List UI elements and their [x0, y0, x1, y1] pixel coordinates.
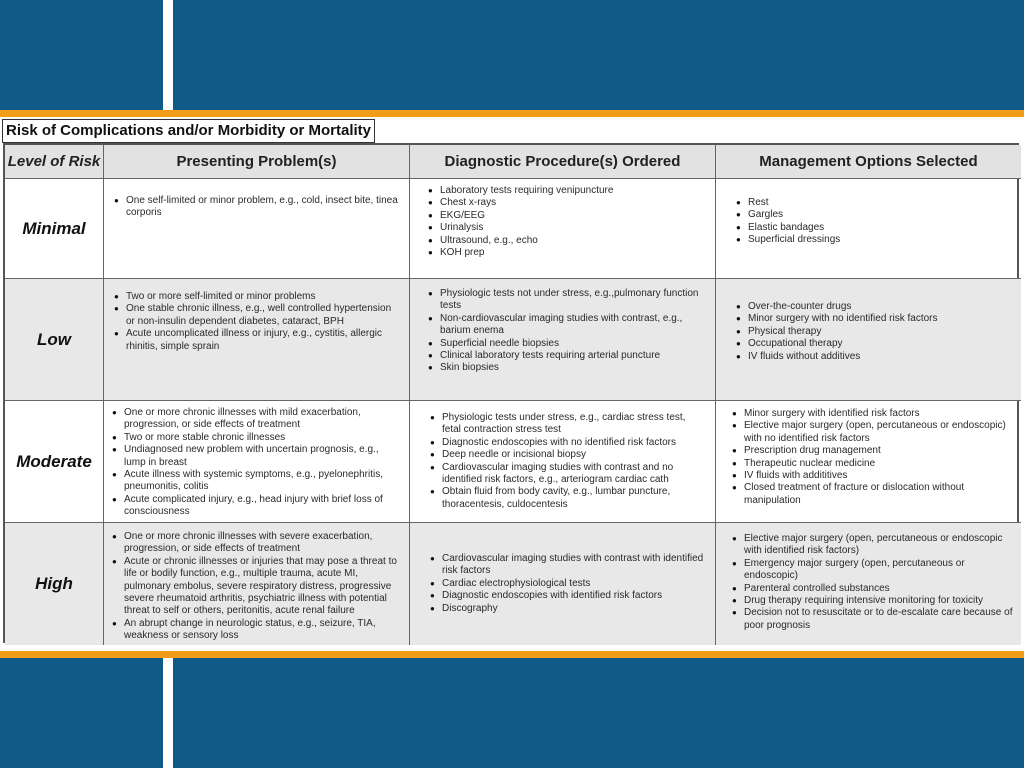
- diagnostic-item: ● Ultrasound, e.g., echo: [426, 235, 707, 247]
- footer-divider: [163, 658, 173, 768]
- diagnostic-low: [410, 279, 716, 401]
- header-management-options: Management Options Selected: [716, 145, 1021, 179]
- presenting-item: ● One self-limited or minor problem, e.g., cold, insect bite, tinea corporis: [112, 195, 401, 220]
- presenting-item: ● One or more chronic illnesses with mild exacerbation, progression, or side effects of treatment: [110, 407, 401, 432]
- management-item: ● Drug therapy requiring intensive monitoring for toxicity: [730, 595, 1013, 607]
- diagnostic-item: ● Deep needle or incisional biopsy: [428, 449, 707, 461]
- management-item: ● Elective major surgery (open, percutaneous or endoscopic with identified risk factors): [730, 533, 1013, 558]
- level-minimal: Minimal: [5, 179, 104, 279]
- management-item: ● Elective major surgery (open, percutaneous or endoscopic) with no identified risk factors: [730, 420, 1013, 445]
- diagnostic-item: ● Diagnostic endoscopies with no identified risk factors: [428, 437, 707, 449]
- diagnostic-item: ● Cardiac electrophysiological tests: [428, 578, 707, 590]
- diagnostic-item: ● Laboratory tests requiring venipuncture: [426, 185, 707, 197]
- diagnostic-item: ● Obtain fluid from body cavity, e.g., lumbar puncture, thoracentesis, culdocentesis: [428, 486, 707, 511]
- diagnostic-item: ● Urinalysis: [426, 222, 707, 234]
- level-high: High: [5, 523, 104, 645]
- diagnostic-item: ● Clinical laboratory tests requiring arterial puncture: [426, 350, 707, 362]
- diagnostic-item: ● Non-cardiovascular imaging studies with contrast, e.g., barium enema: [426, 313, 707, 338]
- management-item: ● IV fluids with addititives: [730, 470, 1013, 482]
- diagnostic-item: ● Cardiovascular imaging studies with contrast and no identified risk factors, e.g., arteriogram cardiac cath: [428, 462, 707, 487]
- management-high: [716, 523, 1021, 645]
- diagnostic-item: ● Chest x-rays: [426, 197, 707, 209]
- diagnostic-item: ● Diagnostic endoscopies with identified risk factors: [428, 590, 707, 602]
- table-title: Risk of Complications and/or Morbidity or Mortality: [2, 119, 375, 143]
- footer-accent-stripe: [0, 651, 1024, 658]
- presenting-item: ● Acute uncomplicated illness or injury, e.g., cystitis, allergic rhinitis, simple sprain: [112, 328, 401, 353]
- presenting-high: [104, 523, 410, 645]
- risk-table: [3, 143, 1019, 643]
- presenting-item: ● One or more chronic illnesses with severe exacerbation, progression, or side effects of treatment: [110, 531, 401, 556]
- management-item: ● Elastic bandages: [734, 222, 1013, 234]
- management-item: ● Physical therapy: [734, 326, 1013, 338]
- diagnostic-item: ● KOH prep: [426, 247, 707, 259]
- management-minimal: [716, 179, 1021, 279]
- diagnostic-item: ● Skin biopsies: [426, 362, 707, 374]
- header-accent-stripe: [0, 110, 1024, 117]
- management-item: ● Occupational therapy: [734, 338, 1013, 350]
- presenting-item: ● Acute or chronic illnesses or injuries that may pose a threat to life or bodily function, e.g., multiple trauma, acute MI, pulmonary embolus, severe respiratory distress, progressive severe rheumatoid arthritis, psychiatric illness with potential threat to self or others, peritonitis, acute renal failure: [110, 556, 401, 618]
- management-moderate: [716, 401, 1021, 523]
- diagnostic-moderate: [410, 401, 716, 523]
- presenting-item: ● Undiagnosed new problem with uncertain prognosis, e.g., lump in breast: [110, 444, 401, 469]
- management-item: ● Rest: [734, 197, 1013, 209]
- diagnostic-item: ● Physiologic tests not under stress, e.g.,pulmonary function tests: [426, 288, 707, 313]
- management-item: ● Prescription drug management: [730, 445, 1013, 457]
- diagnostic-item: ● Physiologic tests under stress, e.g., cardiac stress test, fetal contraction stress test: [428, 412, 707, 437]
- level-low: Low: [5, 279, 104, 401]
- diagnostic-item: ● Cardiovascular imaging studies with contrast with identified risk factors: [428, 553, 707, 578]
- management-item: ● Decision not to resuscitate or to de-escalate care because of poor prognosis: [730, 607, 1013, 632]
- presenting-item: ● An abrupt change in neurologic status, e.g., seizure, TIA, weakness or sensory loss: [110, 618, 401, 643]
- management-item: ● Therapeutic nuclear medicine: [730, 458, 1013, 470]
- header-presenting-problems: Presenting Problem(s): [104, 145, 410, 179]
- presenting-minimal: [104, 179, 410, 279]
- header-divider: [163, 0, 173, 110]
- presenting-low: [104, 279, 410, 401]
- header-level-of-risk: Level of Risk: [5, 145, 104, 179]
- diagnostic-item: ● Superficial needle biopsies: [426, 338, 707, 350]
- management-item: ● Emergency major surgery (open, percutaneous or endoscopic): [730, 558, 1013, 583]
- presenting-item: ● One stable chronic illness, e.g., well controlled hypertension or non-insulin dependent diabetes, cataract, BPH: [112, 303, 401, 328]
- diagnostic-minimal: [410, 179, 716, 279]
- management-low: [716, 279, 1021, 401]
- header-diagnostic-procedures: Diagnostic Procedure(s) Ordered: [410, 145, 716, 179]
- level-moderate: Moderate: [5, 401, 104, 523]
- management-item: ● Superficial dressings: [734, 234, 1013, 246]
- presenting-item: ● Acute complicated injury, e.g., head injury with brief loss of consciousness: [110, 494, 401, 519]
- management-item: ● Closed treatment of fracture or dislocation without manipulation: [730, 482, 1013, 507]
- management-item: ● Parenteral controlled substances: [730, 583, 1013, 595]
- management-item: ● Gargles: [734, 209, 1013, 221]
- management-item: ● Over-the-counter drugs: [734, 301, 1013, 313]
- diagnostic-item: ● Discography: [428, 603, 707, 615]
- presenting-moderate: [104, 401, 410, 523]
- footer-band: [0, 658, 1024, 768]
- management-item: ● Minor surgery with identified risk factors: [730, 408, 1013, 420]
- diagnostic-item: ● EKG/EEG: [426, 210, 707, 222]
- presenting-item: ● Acute illness with systemic symptoms, e.g., pyelonephritis, pneumonitis, colitis: [110, 469, 401, 494]
- management-item: ● Minor surgery with no identified risk factors: [734, 313, 1013, 325]
- presenting-item: ● Two or more stable chronic illnesses: [110, 432, 401, 444]
- header-band: [0, 0, 1024, 110]
- management-item: ● IV fluids without additives: [734, 351, 1013, 363]
- presenting-item: ● Two or more self-limited or minor problems: [112, 291, 401, 303]
- diagnostic-high: [410, 523, 716, 645]
